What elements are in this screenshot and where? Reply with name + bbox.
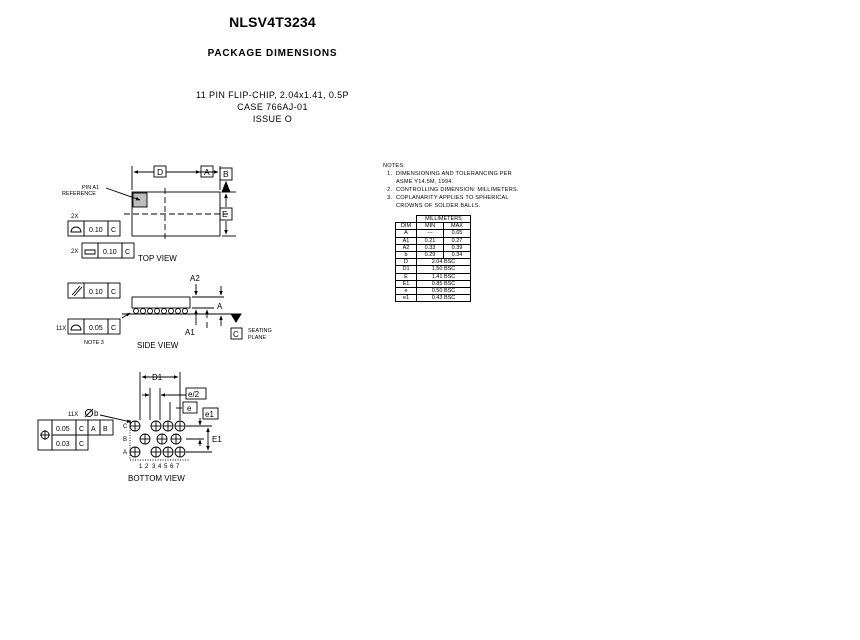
row-label-c: C: [123, 424, 128, 430]
table-cell-bsc: 0.43 BSC: [417, 295, 471, 302]
table-cell-bsc: 1.41 BSC: [417, 273, 471, 280]
package-description: 11 PIN FLIP-CHIP, 2.04x1.41, 0.5P: [196, 90, 349, 100]
position-fcf-datum-c: C: [79, 426, 85, 433]
table-row: [396, 287, 471, 294]
table-row: [396, 259, 471, 266]
table-cell-dim: E: [396, 273, 417, 280]
notes-list: [383, 171, 519, 211]
column-label-4: 4: [158, 464, 162, 470]
fcf2-value: 0.10: [103, 249, 117, 256]
table-cell-dim: A: [396, 230, 417, 237]
pin-a1-reference-label: REFERENCE: [62, 191, 96, 197]
table-cell-dim: E1: [396, 280, 417, 287]
dim-d1-label: D1: [152, 373, 163, 382]
column-label-7: 7: [176, 464, 180, 470]
note-text-continued: ASME Y14.5M, 1994.: [396, 178, 454, 185]
table-header-row: [396, 216, 471, 223]
column-label-3: 3: [152, 464, 156, 470]
dim-a2-label: A2: [190, 274, 200, 283]
table-cell-min: 0.29: [417, 251, 444, 258]
table-row: [396, 280, 471, 287]
dim-e-label: E: [222, 209, 228, 219]
position-fcf-datum-b: B: [103, 426, 108, 433]
fcf2-multiplier: 2X: [71, 249, 79, 255]
note-item: [394, 195, 519, 211]
fcf1-datum: C: [111, 227, 117, 234]
table-cell-dim: D: [396, 259, 417, 266]
top-view: [68, 166, 236, 258]
table-row: [396, 237, 471, 244]
table-cell-max: 0.39: [444, 244, 471, 251]
table-cell-bsc: 0.85 BSC: [417, 280, 471, 287]
fcf1-value: 0.10: [89, 227, 103, 234]
document-title: NLSV4T3234: [229, 14, 316, 30]
solder-balls-side: [134, 309, 188, 314]
table-cell-bsc: 1.50 BSC: [417, 266, 471, 273]
column-label-5: 5: [164, 464, 168, 470]
top-view-text: [62, 167, 229, 263]
dim-E1-label: E1: [212, 435, 222, 444]
datum-a-label: A: [204, 167, 210, 177]
issue-label: ISSUE O: [252, 114, 293, 124]
flatness-fcf-multiplier: 11X: [56, 326, 67, 332]
note-text: 3. COPLANARITY APPLIES TO SPHERICAL: [396, 194, 509, 201]
position-fcf-value-1: 0.05: [56, 426, 70, 433]
column-label-2: 2: [145, 464, 149, 470]
ball-grid: [130, 421, 185, 457]
table-cell-max: 0.65: [444, 230, 471, 237]
note-reference: NOTE 3: [84, 340, 104, 346]
millimeters-header: MILLIMETERS: [417, 216, 471, 223]
dim-e1-label: e1: [205, 410, 214, 419]
case-number: CASE 766AJ-01: [237, 102, 308, 112]
document-subtitle: PACKAGE DIMENSIONS: [207, 48, 338, 59]
dim-a1-label: A1: [185, 328, 195, 337]
max-column-header: MAX: [444, 223, 471, 230]
notes-block: [383, 163, 519, 210]
dim-column-header: DIM: [396, 223, 417, 230]
ball-count-callout: 11X: [68, 412, 79, 418]
note-text: 2. CONTROLLING DIMENSION: MILLIMETERS.: [396, 186, 519, 193]
table-cell-min: ---: [417, 230, 444, 237]
min-column-header: MIN: [417, 223, 444, 230]
position-fcf-datum-a: A: [91, 426, 96, 433]
note-item: [394, 171, 519, 187]
table-row: [396, 244, 471, 251]
table-cell-dim: e: [396, 287, 417, 294]
datum-b-label: B: [223, 169, 229, 179]
dim-e-label: e: [187, 404, 192, 413]
table-cell-dim: A1: [396, 237, 417, 244]
seating-label: SEATING: [248, 328, 272, 334]
top-view-label: TOP VIEW: [138, 254, 177, 263]
note-text-continued: CROWNS OF SOLDER BALLS.: [396, 202, 481, 209]
dim-a-label: A: [217, 302, 223, 311]
datum-c-label: C: [233, 330, 239, 339]
dim-e-half-label: e/2: [188, 390, 200, 399]
table-row: [396, 266, 471, 273]
note-item: [394, 187, 519, 195]
table-row: [396, 251, 471, 258]
dimension-table: [395, 215, 471, 302]
fcf1-multiplier: 2X: [71, 214, 79, 220]
table-cell-max: 0.27: [444, 237, 471, 244]
row-label-a: A: [123, 450, 128, 456]
notes-heading: NOTES:: [383, 163, 406, 169]
table-row: [396, 295, 471, 302]
note-text: 1. DIMENSIONING AND TOLERANCING PER: [396, 170, 512, 177]
table-cell-dim: b: [396, 251, 417, 258]
row-label-b: B: [123, 437, 128, 443]
table-cell-dim: e1: [396, 295, 417, 302]
table-header-row: [396, 223, 471, 230]
table-cell-min: 0.21: [417, 237, 444, 244]
dim-d-label: D: [157, 167, 164, 177]
flatness-fcf-value: 0.05: [89, 325, 103, 332]
table-cell-max: 0.34: [444, 251, 471, 258]
table-cell-bsc: 2.04 BSC: [417, 259, 471, 266]
position-fcf-datum-c2: C: [79, 441, 85, 448]
ball-diameter-label: b: [94, 409, 99, 418]
table-cell-bsc: 0.50 BSC: [417, 287, 471, 294]
die-body-side: [132, 297, 190, 308]
side-view-label: SIDE VIEW: [137, 341, 179, 350]
plane-label: PLANE: [248, 335, 267, 341]
table-cell-dim: D1: [396, 266, 417, 273]
parallel-fcf-value: 0.10: [89, 289, 103, 296]
table-cell-min: 0.33: [417, 244, 444, 251]
column-label-6: 6: [170, 464, 174, 470]
parallel-fcf-datum: C: [111, 289, 117, 296]
position-fcf-value-2: 0.03: [56, 441, 70, 448]
bottom-view-label: BOTTOM VIEW: [128, 474, 185, 483]
table-cell-dim: A2: [396, 244, 417, 251]
table-row: [396, 230, 471, 237]
column-label-1: 1: [139, 464, 143, 470]
fcf2-datum: C: [125, 249, 131, 256]
flatness-fcf-datum: C: [111, 325, 117, 332]
pin-a1-label: PIN A1: [82, 185, 100, 191]
table-row: [396, 273, 471, 280]
